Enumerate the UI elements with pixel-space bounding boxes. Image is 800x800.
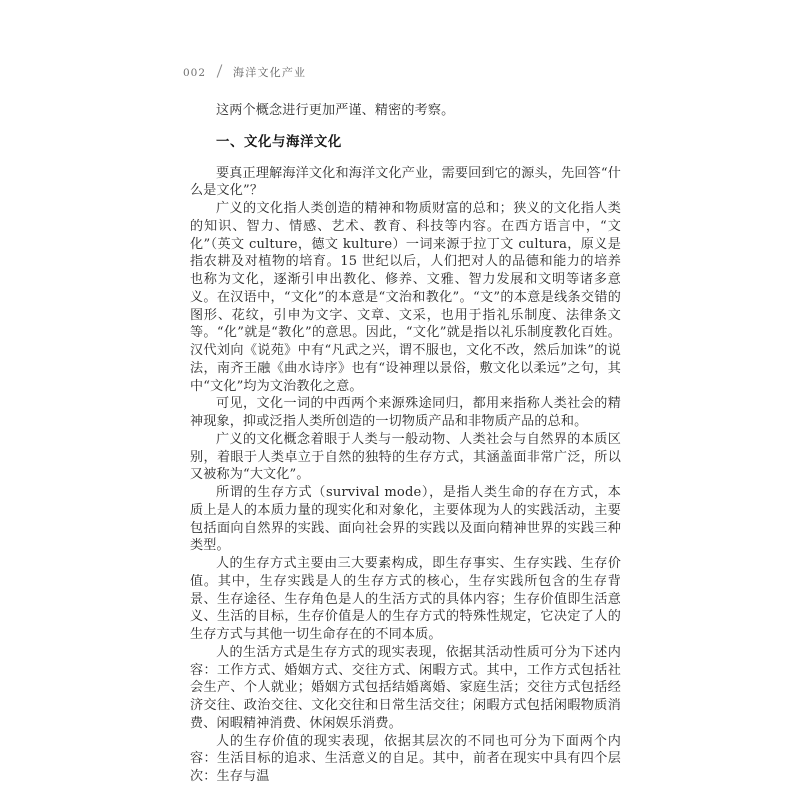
paragraph: 广义的文化指人类创造的精神和物质财富的总和；狭义的文化指人类的知识、智力、情感、艺术、教育、科技等内容。在西方语言中，“文化”（英文 culture，德文 kulture）一词来源于拉丁文 cultura，原义是指农耕及对植物的培育。15 世纪以后，人们把对人的品德和能力的培养也称为文化，逐渐引申出教化、修养、文雅、智力发展和文明等诸多意义。在汉语中，“文化”的本意是“文治和教化”。“文”的本意是线条交错的图形、花纹，引申为文字、文章、文采，也用于指礼乐制度、法律条文等。“化”就是“教化”的意思。因此，“文化”就是指以礼乐制度教化百姓。汉代刘向《说苑》中有“凡武之兴，谓不服也，文化不改，然后加诛”的说法，南齐王融《曲水诗序》也有“设神理以景俗，敷文化以柔远”之句，其中“文化”均为文治教化之意。 — [190, 201, 621, 394]
paragraph: 人的生存方式主要由三大要素构成，即生存事实、生存实践、生存价值。其中，生存实践是人的生存方式的核心，生存实践所包含的生存背景、生存途径、生存角色是人的生活方式的具体内容；生存价值即生活意义、生活的目标，生存价值是人的生存方式的特殊性规定，它决定了人的生存方式与其他一切生命存在的不同本质。 — [190, 556, 621, 642]
paragraph: 广义的文化概念着眼于人类与一般动物、人类社会与自然界的本质区别，着眼于人类卓立于自然的独特的生存方式，其涵盖面非常广泛，所以又被称为“大文化”。 — [190, 431, 621, 483]
paragraph: 人的生活方式是生存方式的现实表现，依据其活动性质可分为下述内容：工作方式、婚姻方式、交往方式、闲暇方式。其中，工作方式包括社会生产、个人就业；婚姻方式包括结婚离婚、家庭生活；交往方式包括经济交往、政治交往、文化交往和日常生活交往；闲暇方式包括闲暇物质消费、闲暇精神消费、休闲娱乐消费。 — [190, 644, 621, 731]
running-header — [183, 63, 306, 80]
book-title: 海洋文化产业 — [233, 66, 307, 79]
paragraph: 这两个概念进行更加严谨、精密的考察。 — [216, 103, 455, 118]
section-heading: 一、文化与海洋文化 — [216, 134, 342, 150]
paragraph: 所谓的生存方式（survival mode），是指人类生命的存在方式，本质上是人的本质力量的现实化和对象化，主要体现为人的实践活动，主要包括面向自然界的实践、面向社会界的实践以及面向精神世界的实践三种类型。 — [190, 485, 621, 554]
paragraph: 可见，文化一词的中西两个来源殊途同归，都用来指称人类社会的精神现象，抑或泛指人类所创造的一切物质产品和非物质产品的总和。 — [190, 396, 621, 429]
slash-rule-icon — [213, 65, 226, 78]
text-column — [190, 102, 621, 786]
page-folio-number: 002 — [183, 67, 207, 79]
paragraph: 要真正理解海洋文化和海洋文化产业，需要回到它的源头，先回答“什么是文化”？ — [190, 165, 621, 199]
paragraph: 人的生存价值的现实表现，依据其层次的不同也可分为下面两个内容：生活目标的追求、生活意义的自足。其中，前者在现实中具有四个层次：生存与温 — [190, 733, 621, 784]
